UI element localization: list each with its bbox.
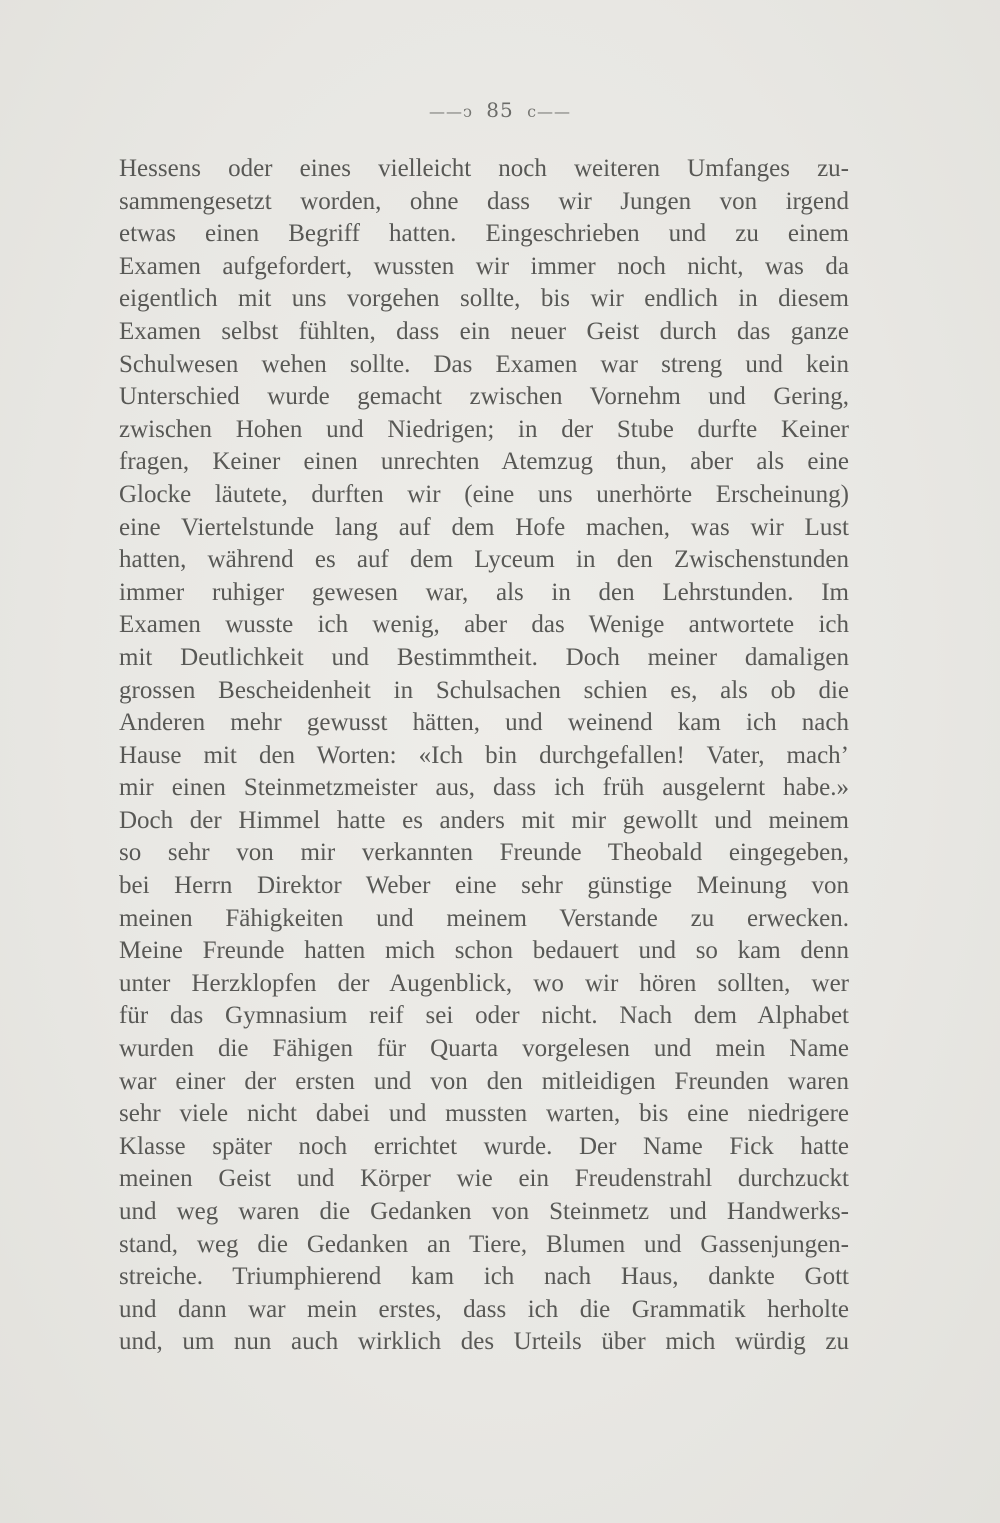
text-line: Examen aufgefordert, wussten wir immer noch nicht, was da [119,252,849,280]
text-line: und dann war mein erstes, dass ich die Grammatik herholte [119,1295,849,1323]
text-line: und weg waren die Gedanken von Steinmetz und Handwerks- [119,1198,849,1225]
body-text [119,153,849,1359]
text-line: und, um nun auch wirklich des Urteils über mich würdig zu [119,1328,849,1356]
header-left-ornament: ——ↄ [428,102,473,121]
text-line: war einer der ersten und von den mitleidigen Freunden waren [119,1067,849,1095]
text-line: stand, weg die Gedanken an Tiere, Blumen und Gassenjungen- [119,1230,849,1258]
text-line: wurden die Fähigen für Quarta vorgelesen und mein Name [119,1035,849,1063]
text-line: streiche. Triumphierend kam ich nach Haus, dankte Gott [119,1263,849,1291]
header-right-ornament: c—— [527,102,572,121]
text-line: fragen, Keiner einen unrechten Atemzug thun, aber als eine [119,448,849,476]
text-line: meinen Fähigkeiten und meinem Verstande zu erwecken. [119,904,849,932]
text-line: hatten, während es auf dem Lyceum in den Zwischenstunden [119,546,849,574]
text-line: Hessens oder eines vielleicht noch weiteren Umfanges zu- [119,155,849,182]
text-line: Unterschied wurde gemacht zwischen Vornehm und Gering, [119,383,849,411]
text-line: Examen selbst fühlten, dass ein neuer Geist durch das ganze [119,317,849,345]
text-line: immer ruhiger gewesen war, als in den Lehrstunden. Im [119,578,849,606]
text-line: Klasse später noch errichtet wurde. Der Name Fick hatte [119,1132,849,1160]
text-line: mir einen Steinmetzmeister aus, dass ich früh ausgelernt habe.» [119,774,849,802]
text-line: sammengesetzt worden, ohne dass wir Jungen von irgend [119,187,849,215]
text-line: Examen wusste ich wenig, aber das Wenige antwortete ich [119,611,849,639]
text-line: Schulwesen wehen sollte. Das Examen war streng und kein [119,350,849,378]
text-line: Anderen mehr gewusst hätten, und weinend kam ich nach [119,709,849,737]
text-line: mit Deutlichkeit und Bestimmtheit. Doch meiner damaligen [119,643,849,671]
text-line: so sehr von mir verkannten Freunde Theobald eingegeben, [119,839,849,867]
text-line: sehr viele nicht dabei und mussten warten, bis eine niedrigere [119,1100,849,1128]
text-line: für das Gymnasium reif sei oder nicht. Nach dem Alphabet [119,1002,849,1030]
page-header [0,98,1000,122]
text-line: eigentlich mit uns vorgehen sollte, bis wir endlich in diesem [119,285,849,313]
text-line: eine Viertelstunde lang auf dem Hofe machen, was wir Lust [119,513,849,541]
text-line: meinen Geist und Körper wie ein Freudenstrahl durchzuckt [119,1165,849,1193]
text-line: Hause mit den Worten: «Ich bin durchgefallen! Vater, mach’ [119,741,849,769]
text-line: unter Herzklopfen der Augenblick, wo wir hören sollten, wer [119,969,849,997]
text-line: Doch der Himmel hatte es anders mit mir gewollt und meinem [119,806,849,834]
text-line: grossen Bescheidenheit in Schulsachen schien es, als ob die [119,676,849,704]
text-line: Glocke läutete, durften wir (eine uns unerhörte Erscheinung) [119,480,849,508]
text-line: zwischen Hohen und Niedrigen; in der Stube durfte Keiner [119,415,849,443]
text-line: bei Herrn Direktor Weber eine sehr günstige Meinung von [119,872,849,900]
text-line: etwas einen Begriff hatten. Eingeschrieben und zu einem [119,220,849,248]
page-number: 85 [486,98,514,122]
text-line: Meine Freunde hatten mich schon bedauert und so kam denn [119,937,849,965]
